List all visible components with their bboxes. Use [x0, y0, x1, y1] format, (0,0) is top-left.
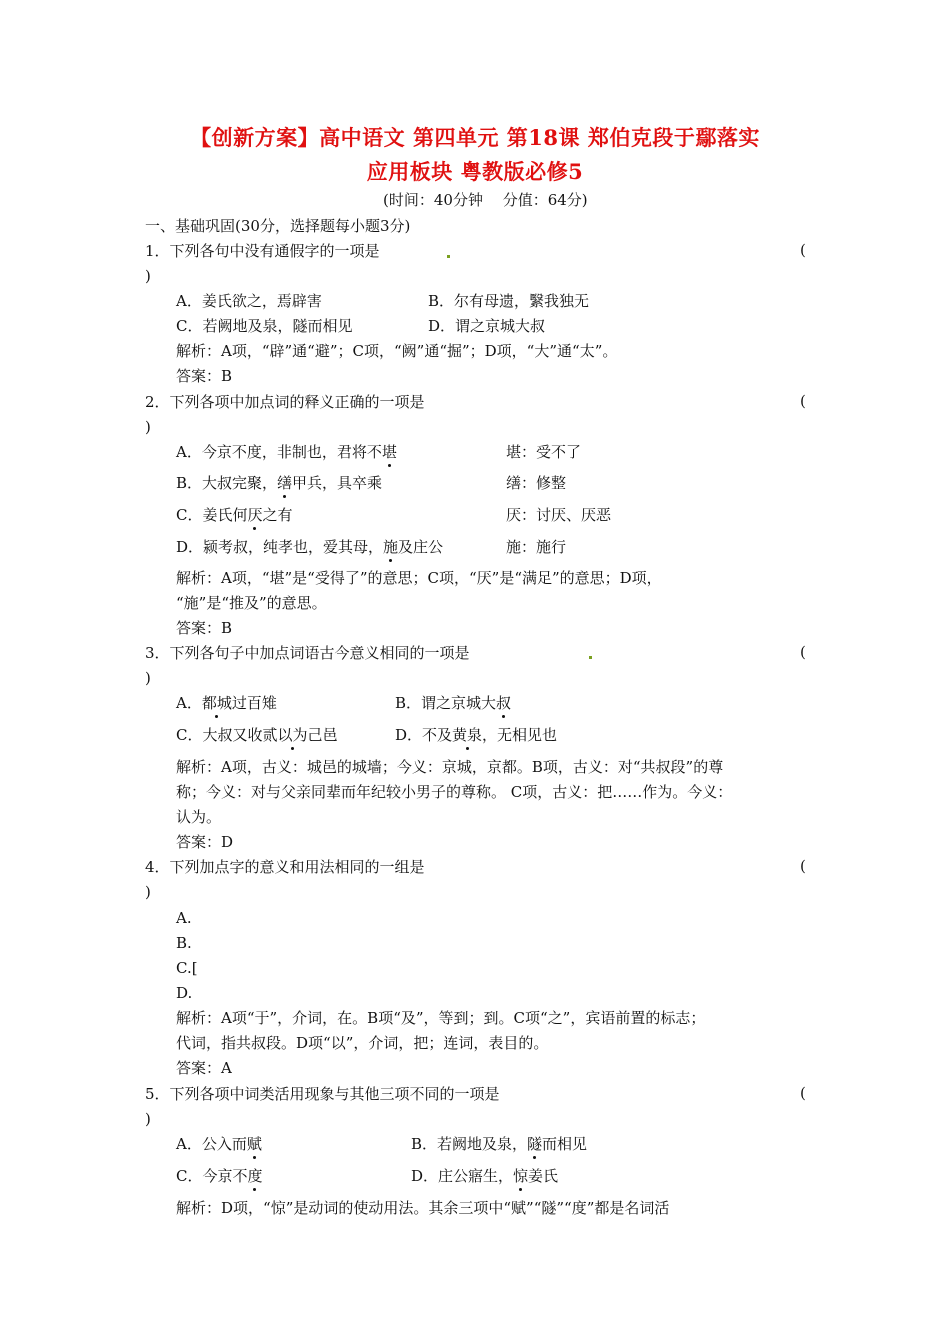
q3-option-b-text: B．谓之京城大	[395, 694, 497, 712]
q3-option-d	[395, 725, 557, 745]
dotted-word: 厌	[247, 506, 263, 524]
q5-option-a	[176, 1134, 262, 1154]
q5-option-c-text: C．今京不	[176, 1167, 248, 1185]
dotted-word: 都城	[201, 694, 232, 712]
dotted-word: 叔	[496, 694, 512, 712]
q1-analysis: 解析：A项，“辟”通“避”；C项，“阙”通“掘”；D项，“大”通“太”。	[176, 342, 618, 360]
q2-paren-open: (	[800, 392, 806, 410]
q3-stem: 3．下列各句子中加点词语古今意义相同的一项是	[145, 644, 470, 662]
q1-paren-close: )	[145, 267, 151, 285]
q4-analysis-line1: 解析：A项“于”，介词，在。B项“及”，等到；到。C项“之”，宾语前置的标志；	[176, 1009, 706, 1027]
q3-analysis-line2: 称；今义：对与父亲同辈而年纪较小男子的尊称。 C项，古义：把……作为。今义：	[176, 783, 733, 801]
q2-option-c	[176, 505, 293, 525]
q2-option-a-text: A．今京不度，非制也，君将不	[176, 443, 382, 461]
q2-option-d-text: D．颍考叔，纯孝也，爱其母，	[176, 538, 384, 556]
q5-option-d-text: D．庄公寤生，	[411, 1167, 514, 1185]
q4-analysis-line2: 代词，指共叔段。D项“以”，介词，把；连词，表目的。	[176, 1034, 549, 1052]
q2-option-b-text: B．大叔完聚，	[176, 474, 278, 492]
q1-paren-open: (	[800, 241, 806, 259]
q2-option-d-text-end: 及庄公	[398, 538, 444, 556]
q5-option-b	[411, 1134, 587, 1154]
q2-paren-close: )	[145, 418, 151, 436]
q4-option-c: C.[	[176, 959, 198, 977]
dotted-word: 堪	[381, 443, 397, 461]
q5-option-b-text: B．若阙地及泉，	[411, 1135, 528, 1153]
q1-answer: 答案：B	[176, 367, 233, 385]
q5-paren-close: )	[145, 1110, 151, 1128]
q5-option-c	[176, 1166, 263, 1186]
dotted-word: 施	[383, 538, 399, 556]
q3-paren-open: (	[800, 643, 806, 661]
q2-option-d-definition: 施：施行	[506, 538, 567, 556]
q3-option-a-label: A．	[176, 694, 202, 712]
dotted-word: 隧	[527, 1135, 543, 1153]
q3-option-b	[395, 693, 511, 713]
dotted-word: 惊	[513, 1167, 529, 1185]
q4-stem: 4．下列加点字的意义和用法相同的一组是	[145, 858, 425, 876]
q2-option-a	[176, 442, 397, 462]
q1-option-b: B．尔有母遗，繄我独无	[428, 292, 590, 310]
green-mark	[589, 656, 592, 659]
q2-option-c-definition: 厌：讨厌、厌恶	[506, 506, 612, 524]
q5-option-a-text: A．公入而	[176, 1135, 247, 1153]
q5-option-b-text-end: 而相见	[542, 1135, 588, 1153]
q2-analysis-line2: “施”是“推及”的意思。	[176, 594, 327, 612]
q3-answer: 答案：D	[176, 833, 234, 851]
q3-option-d-text-end: ，无相见也	[482, 726, 558, 744]
q1-stem: 1．下列各句中没有通假字的一项是	[145, 242, 380, 260]
q2-answer: 答案：B	[176, 619, 233, 637]
q2-option-a-definition: 堪：受不了	[506, 443, 582, 461]
q5-analysis-line1: 解析：D项，“惊”是动词的使动用法。其余三项中“赋”“隧”“度”都是名词活	[176, 1199, 670, 1217]
q3-option-c	[176, 725, 338, 745]
green-mark	[447, 255, 450, 258]
q5-option-d	[411, 1166, 558, 1186]
q4-option-a: A.	[176, 909, 192, 927]
q4-paren-open: (	[800, 857, 806, 875]
q3-analysis-line1: 解析：A项，古义：城邑的城墙；今义：京城，京都。B项，古义：对“共叔段”的尊	[176, 758, 724, 776]
section-heading: 一、基础巩固(30分，选择题每小题3分)	[145, 217, 411, 235]
dotted-word: 缮	[277, 474, 293, 492]
q4-option-b: B.	[176, 934, 192, 952]
q4-answer: 答案：A	[176, 1059, 232, 1077]
q3-option-c-text: C．大叔又收贰	[176, 726, 278, 744]
q4-option-d: D.	[176, 984, 193, 1002]
q1-option-a: A．姜氏欲之，焉辟害	[176, 292, 322, 310]
dotted-word: 黄泉	[452, 726, 483, 744]
q5-stem: 5．下列各项中词类活用现象与其他三项不同的一项是	[145, 1085, 500, 1103]
q5-paren-open: (	[800, 1084, 806, 1102]
q3-option-a	[176, 693, 277, 713]
document-title-line2: 应用板块 粤教版必修5	[366, 159, 584, 184]
q2-analysis-line1: 解析：A项，“堪”是“受得了”的意思；C项，“厌”是“满足”的意思；D项，	[176, 569, 662, 587]
q2-option-b-text-end: 甲兵，具卒乘	[292, 474, 383, 492]
q3-option-c-text-end: 己邑	[307, 726, 338, 744]
q2-option-c-text: C．姜氏何	[176, 506, 248, 524]
dotted-word: 度	[247, 1167, 263, 1185]
q2-option-d	[176, 537, 443, 557]
q3-option-d-text: D．不及	[395, 726, 453, 744]
q2-option-b-definition: 缮：修整	[506, 474, 567, 492]
q3-option-a-text: 过百雉	[231, 694, 277, 712]
dotted-word: 赋	[246, 1135, 262, 1153]
q3-analysis-line3: 认为。	[176, 808, 222, 826]
q5-option-d-text-end: 姜氏	[528, 1167, 559, 1185]
q1-option-c: C．若阙地及泉，隧而相见	[176, 317, 353, 335]
time-score-info: (时间：40分钟 分值：64分)	[383, 191, 588, 209]
q4-paren-close: )	[145, 883, 151, 901]
document-title-line1: 【创新方案】高中语文 第四单元 第18课 郑伯克段于鄢落实	[190, 125, 760, 150]
q2-option-b	[176, 473, 382, 493]
q3-paren-close: )	[145, 669, 151, 687]
q2-stem: 2．下列各项中加点词的释义正确的一项是	[145, 393, 425, 411]
q2-option-c-text-end: 之有	[262, 506, 293, 524]
dotted-word: 以为	[277, 726, 308, 744]
q1-option-d: D．谓之京城大叔	[428, 317, 546, 335]
